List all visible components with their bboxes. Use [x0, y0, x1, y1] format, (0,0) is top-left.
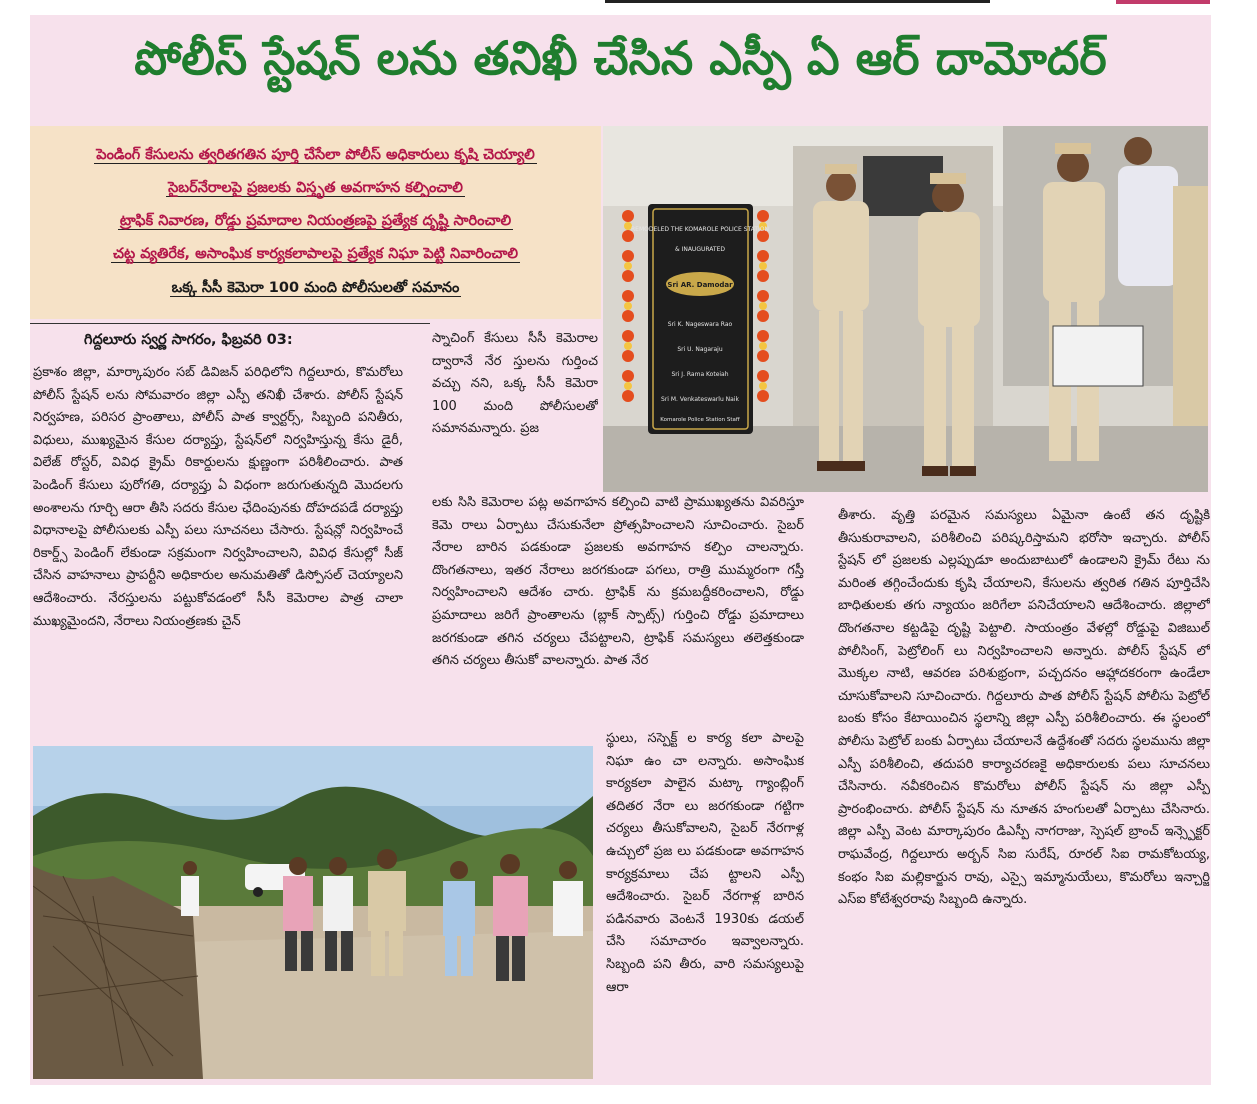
highlights-box [30, 126, 601, 319]
svg-text:Sri M. Venkateswarlu Naik: Sri M. Venkateswarlu Naik [661, 396, 739, 403]
top-color-bar [1116, 0, 1210, 4]
highlight-1: పెండింగ్ కేసులను త్వరితగతిన పూర్తి చేసేలా పోలీస్ అధికారులు కృషి చెయ్యాలి [96, 147, 535, 163]
photo-inauguration-image [603, 126, 1208, 492]
article-column-3: తీశారు. వృత్తి పరమైన సమస్యలు ఏమైనా ఉంటే తన దృష్టికి తీసుకురావాలని, పరిశీలించి పరిష్కరిస్తామని భరోసా ఇచ్చారు. పోలీస్ స్టేషన్ లో ప్రజలకు ఎల్లప్పుడూ అందుబాటులో ఉండాలని క్రైమ్ రేటు ను మరింత తగ్గించేందుకు కృషి చేయాలని, కేసులను త్వరిత గతిన పూర్తిచేసి బాధితులకు తగు న్యాయం జరిగేలా పనిచేయాలని ఆదేశించారు. జిల్లాలో దొంగతనాల కట్టడిపై దృష్టి పెట్టాలి. సాయంత్రం వేళల్లో రోడ్డుపై విజిబుల్ పోలీసింగ్, పెట్రోలింగ్ లు నిర్వహించాలని అన్నారు. పోలీస్ స్టేషన్ లో మొక్కల నాటి, ఆవరణ పరిశుభ్రంగా, పచ్చదనం ఆహ్లాదకరంగా ఉండేలా చూసుకోవాలని సూచించారు. గిద్దలూరు పాత పోలీస్ స్టేషన్ పోలీసు పెట్రోల్ బంకు కోసం కేటాయించిన స్థలాన్ని జిల్లా ఎస్పీ పరిశీలించారు. ఈ స్థలంలో పోలీసు పెట్రోల్ బంకు ఏర్పాటు చేయాలనే ఉద్దేశంతో సదరు స్థలమును జిల్లా ఎస్పీ పరిశీలించి, తదుపరి కార్యాచరణకై అధికారులకు పలు సూచనలు చేసినారు. నవీకరించిన కొమరోలు పోలీస్ స్టేషన్ ను జిల్లా ఎస్పీ ప్రారంభించారు. పోలీస్ స్టేషన్ ను నూతన హంగులతో ఏర్పాటు చేసినారు. జిల్లా ఎస్పీ వెంట మార్కాపురం డిఎస్పీ నాగరాజు, స్పెషల్ బ్రాంచ్ ఇన్స్పెక్టర్ రాఘవేంద్ర, గిద్దలూరు అర్బన్ సిఐ సురేష్, రూరల్ సిఐ రామకోటయ్య, కంభం సిఐ మల్లికార్జున రావు, ఎస్సై ఇమ్మానుయేలు, కొమరోలు ఇన్చార్జి ఎస్ఐ కోటేశ్వరరావు సిబ్బంది ఉన్నారు. [838, 508, 1210, 908]
svg-text:Komarole Police Station Staff: Komarole Police Station Staff [660, 417, 740, 423]
dateline: గిద్దలూరు స్వర్ణ సాగరం, ఫిబ్రవరి 03: [84, 332, 293, 348]
svg-text:Sri U. Nagaraju: Sri U. Nagaraju [677, 346, 723, 353]
article-column-2-bottom: స్థులు, సస్పెక్ట్ ల కార్య కలా పాలపై నిఘా ఉం చా లన్నారు. అసాంఘిక కార్యకలా పాలైన మట్కా గ్యాంబ్లింగ్ తదితర నేరా లు జరగకుండా గట్టిగా చర్యలు తీసుకోవాలని, సైబర్ నేరగాళ్ల ఉచ్చులో ప్రజ లు పడకుండా అవగాహన కార్యక్రమాలు చేప ట్టాలని ఎస్పీ ఆదేశించారు. సైబర్ నేరగాళ్ల బారిన పడినవారు వెంటనే 1930కు డయల్ చేసి సమాచారం ఇవ్వాలన్నారు. సిబ్బంది పని తీరు, వారి సమస్యలుపై ఆరా [606, 731, 804, 995]
svg-text:Sri AR. Damodar: Sri AR. Damodar [667, 281, 733, 289]
svg-text:REMODELED THE KOMAROLE POLICE: REMODELED THE KOMAROLE POLICE STATION [631, 226, 769, 233]
photo-site-inspection [33, 746, 593, 1079]
article-column-2-wide: లకు సిసి కెమెరాల పట్ల అవగాహన కల్పించి వాటి ప్రాముఖ్యతను వివరిస్తూ కెమె రాలు ఏర్పాటు చేసుకునేలా ప్రోత్సహించాలని సూచించారు. సైబర్ నేరాల బారిన పడకుండా ప్రజలకు అవగాహన కల్పిం చాలన్నారు. దొంగతనాలు, ఇతర నేరాలు జరగకుండా పగలు, రాత్రి ముమ్మరంగా గస్తీ నిర్వహించాలని ఆదేశం చారు. ట్రాఫిక్ ను క్రమబద్దీకరించాలని, రోడ్డు ప్రమాదాలు జరిగే ప్రాంతాలను (బ్లాక్ స్పాట్స్) గుర్తించి రోడ్డు ప్రమాదాలు జరగకుండా తగిన చర్యలు చేపట్టాలని, ట్రాఫిక్ సమస్యలు తలెత్తకుండా తగిన చర్యలు తీసుకో వాలన్నారు. పాత నేర [432, 495, 804, 669]
svg-text:Sri K. Nageswara Rao: Sri K. Nageswara Rao [667, 321, 733, 328]
svg-text:Sri J. Rama Koteiah: Sri J. Rama Koteiah [671, 371, 729, 378]
bottom-strip [0, 1088, 1257, 1104]
highlight-3: ట్రాఫిక్ నివారణ, రోడ్డు ప్రమాదాల నియంత్రణపై ప్రత్యేక దృష్టి సారించాలి [119, 213, 512, 229]
article-column-1: ప్రకాశం జిల్లా, మార్కాపురం సబ్ డివిజన్ పరిధిలోని గిద్దలూరు, కొమరోలు పోలీస్ స్టేషన్ లను సోమవారం జిల్లా ఎస్పీ తనిఖీ చేశారు. పోలీస్ స్టేషన్ నిర్వహణ, పరిసర ప్రాంతాలు, పోలీస్ పాత క్వార్టర్స్, సిబ్బంది పనితీరు, విధులు, ముఖ్యమైన కేసుల దర్యాప్తు, స్టేషన్‌లో నిర్వహిస్తున్న కేసు డైరీ, విలేజ్ రోస్టర్, వివిధ క్రైమ్ రికార్డులను క్షుణ్ణంగా పరిశీలించారు. పాత పెండింగ్ కేసులు పురోగతి, దర్యాప్తు ఏ విధంగా జరుగుతున్నది మొదలగు అంశాలను గూర్చి ఆరా తీసి సదరు కేసుల ఛేదింపునకు దోహదపడే దర్యాప్తు విధానాలపై పోలీసులకు ఎస్పీ పలు సూచనలు చేసారు. స్టేషన్లో నిర్వహించే రికార్డ్స్ పెండింగ్ లేకుండా సక్రమంగా నిర్వహించాలని, వివిధ కేసుల్లో సీజ్ చేసిన వాహనాలు ప్రాపర్టీని అధికారుల అనుమతితో డిస్పోసల్ చెయ్యాలని ఆదేశించారు. నేరస్తులను పట్టుకోవడంలో సీసీ కెమెరాల పాత్ర చాలా ముఖ్యమైందని, నేరాలు నియంత్రణకు చైన్ [33, 365, 403, 629]
highlight-4: చట్ట వ్యతిరేక, అసాంఘిక కార్యకలాపాలపై ప్రత్యేక నిఘా పెట్టి నివారించాలి [112, 246, 518, 262]
photo-inauguration [603, 126, 1208, 492]
highlight-5: ఒక్క సీసీ కెమెరా 100 మంది పోలీసులతో సమానం [171, 280, 460, 296]
top-rule [605, 0, 990, 3]
article-column-2-top: స్నాచింగ్ కేసులు సీసీ కెమెరాల ద్వారానే నేర స్తులను గుర్తించ వచ్చు నని, ఒక్క సీసీ కెమెరా 100 మంది పోలీసులతో సమానమన్నారు. ప్రజ [432, 331, 598, 437]
headline: పోలీస్ స్టేషన్ లను తనిఖీ చేసిన ఎస్పీ ఏ ఆర్ దామోదర్ [134, 31, 1107, 85]
svg-text:& INAUGURATED: & INAUGURATED [674, 246, 726, 253]
photo-site-inspection-image [33, 746, 593, 1079]
highlight-2: సైబర్‌నేరాలపై ప్రజలకు విస్తృత అవగాహన కల్పించాలి [168, 180, 463, 196]
dateline-rule [30, 323, 430, 324]
